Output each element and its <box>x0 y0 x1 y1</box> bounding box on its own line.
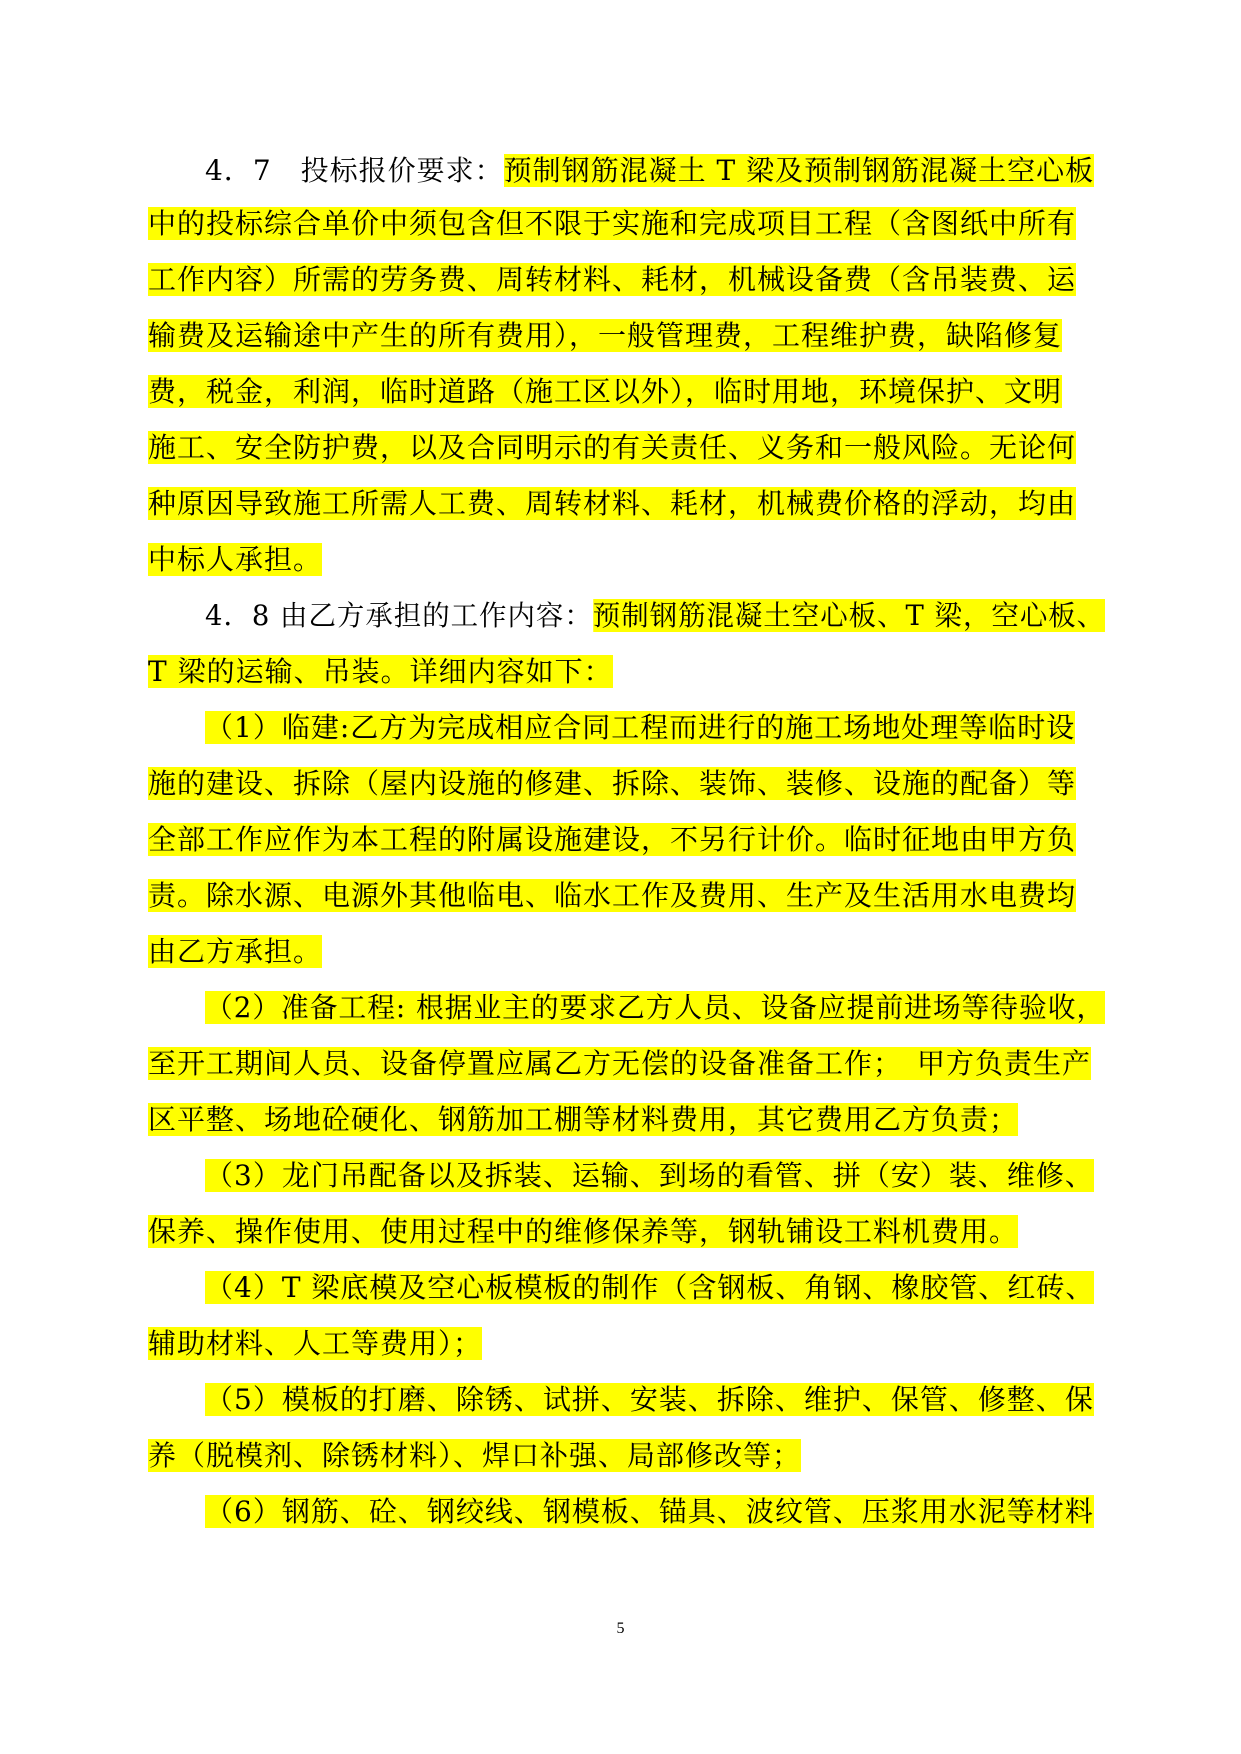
text-line <box>148 1044 1091 1084</box>
highlighted-text: 费，税金，利润，临时道路（施工区以外），临时用地，环境保护、文明 <box>148 375 1063 408</box>
highlighted-text: 输费及运输途中产生的所有费用），一般管理费，工程维护费，缺陷修复 <box>148 319 1063 352</box>
text-run: 4．7 投标报价要求： <box>205 154 504 187</box>
highlighted-text: 至开工期间人员、设备停置应属乙方无偿的设备准备工作； 甲方负责生产 <box>148 1047 1092 1080</box>
highlighted-text: 中的投标综合单价中须包含但不限于实施和完成项目工程（含图纸中所有 <box>148 207 1077 240</box>
text-line <box>148 204 1076 244</box>
highlighted-text: T 梁的运输、吊装。详细内容如下： <box>148 655 613 688</box>
text-line <box>205 596 1105 636</box>
highlighted-text: 由乙方承担。 <box>148 935 323 968</box>
text-line <box>148 932 322 972</box>
text-line <box>148 764 1076 804</box>
text-line <box>148 1100 1018 1140</box>
text-line <box>205 1268 1094 1308</box>
text-line <box>148 372 1062 412</box>
highlighted-text: 辅助材料、人工等费用）； <box>148 1327 483 1360</box>
text-line <box>148 260 1076 300</box>
highlighted-text: 中标人承担。 <box>148 543 323 576</box>
text-run: 4．8 由乙方承担的工作内容： <box>205 599 593 632</box>
text-line <box>148 1324 482 1364</box>
highlighted-text: （6）钢筋、砼、钢绞线、钢模板、锚具、波纹管、压浆用水泥等材料 <box>205 1495 1094 1528</box>
text-line <box>148 652 613 692</box>
highlighted-text: （2）准备工程: 根据业主的要求乙方人员、设备应提前进场等待验收， <box>205 991 1106 1024</box>
highlighted-text: （5）模板的打磨、除锈、试拼、安装、拆除、维护、保管、修整、保 <box>205 1383 1094 1416</box>
highlighted-text: 施的建设、拆除（屋内设施的修建、拆除、装饰、装修、设施的配备）等 <box>148 767 1077 800</box>
text-line <box>148 316 1062 356</box>
highlighted-text: 种原因导致施工所需人工费、周转材料、耗材，机械费价格的浮动，均由 <box>148 487 1077 520</box>
text-line <box>205 988 1105 1028</box>
text-line <box>205 151 1094 191</box>
text-line <box>148 540 322 580</box>
text-line <box>205 1380 1094 1420</box>
highlighted-text: 工作内容）所需的劳务费、周转材料、耗材，机械设备费（含吊装费、运 <box>148 263 1077 296</box>
text-line <box>148 1436 801 1476</box>
highlighted-text: （1）临建:乙方为完成相应合同工程而进行的施工场地处理等临时设 <box>205 711 1076 744</box>
text-line <box>148 484 1076 524</box>
highlighted-text: 全部工作应作为本工程的附属设施建设，不另行计价。临时征地由甲方负 <box>148 823 1077 856</box>
highlighted-text: 预制钢筋混凝土 T 梁及预制钢筋混凝土空心板 <box>503 154 1095 187</box>
highlighted-text: 保养、操作使用、使用过程中的维修保养等，钢轨铺设工料机费用。 <box>148 1215 1019 1248</box>
highlighted-text: 区平整、场地砼硬化、钢筋加工棚等材料费用，其它费用乙方负责； <box>148 1103 1019 1136</box>
text-line <box>205 708 1075 748</box>
text-line <box>205 1156 1094 1196</box>
highlighted-text: 施工、安全防护费，以及合同明示的有关责任、义务和一般风险。无论何 <box>148 431 1077 464</box>
text-line <box>148 820 1076 860</box>
page-number: 5 <box>616 1620 625 1637</box>
highlighted-text: （3）龙门吊配备以及拆装、运输、到场的看管、拼（安）装、维修、 <box>205 1159 1094 1192</box>
highlighted-text: 责。除水源、电源外其他临电、临水工作及费用、生产及生活用水电费均 <box>148 879 1077 912</box>
text-line <box>148 428 1076 468</box>
highlighted-text: 养（脱模剂、除锈材料）、焊口补强、局部修改等； <box>148 1439 802 1472</box>
text-line <box>148 876 1076 916</box>
highlighted-text: （4）T 梁底模及空心板模板的制作（含钢板、角钢、橡胶管、红砖、 <box>205 1271 1095 1304</box>
highlighted-text: 预制钢筋混凝土空心板、T 梁，空心板、 <box>592 599 1106 632</box>
text-line <box>205 1492 1094 1532</box>
text-line <box>148 1212 1018 1252</box>
